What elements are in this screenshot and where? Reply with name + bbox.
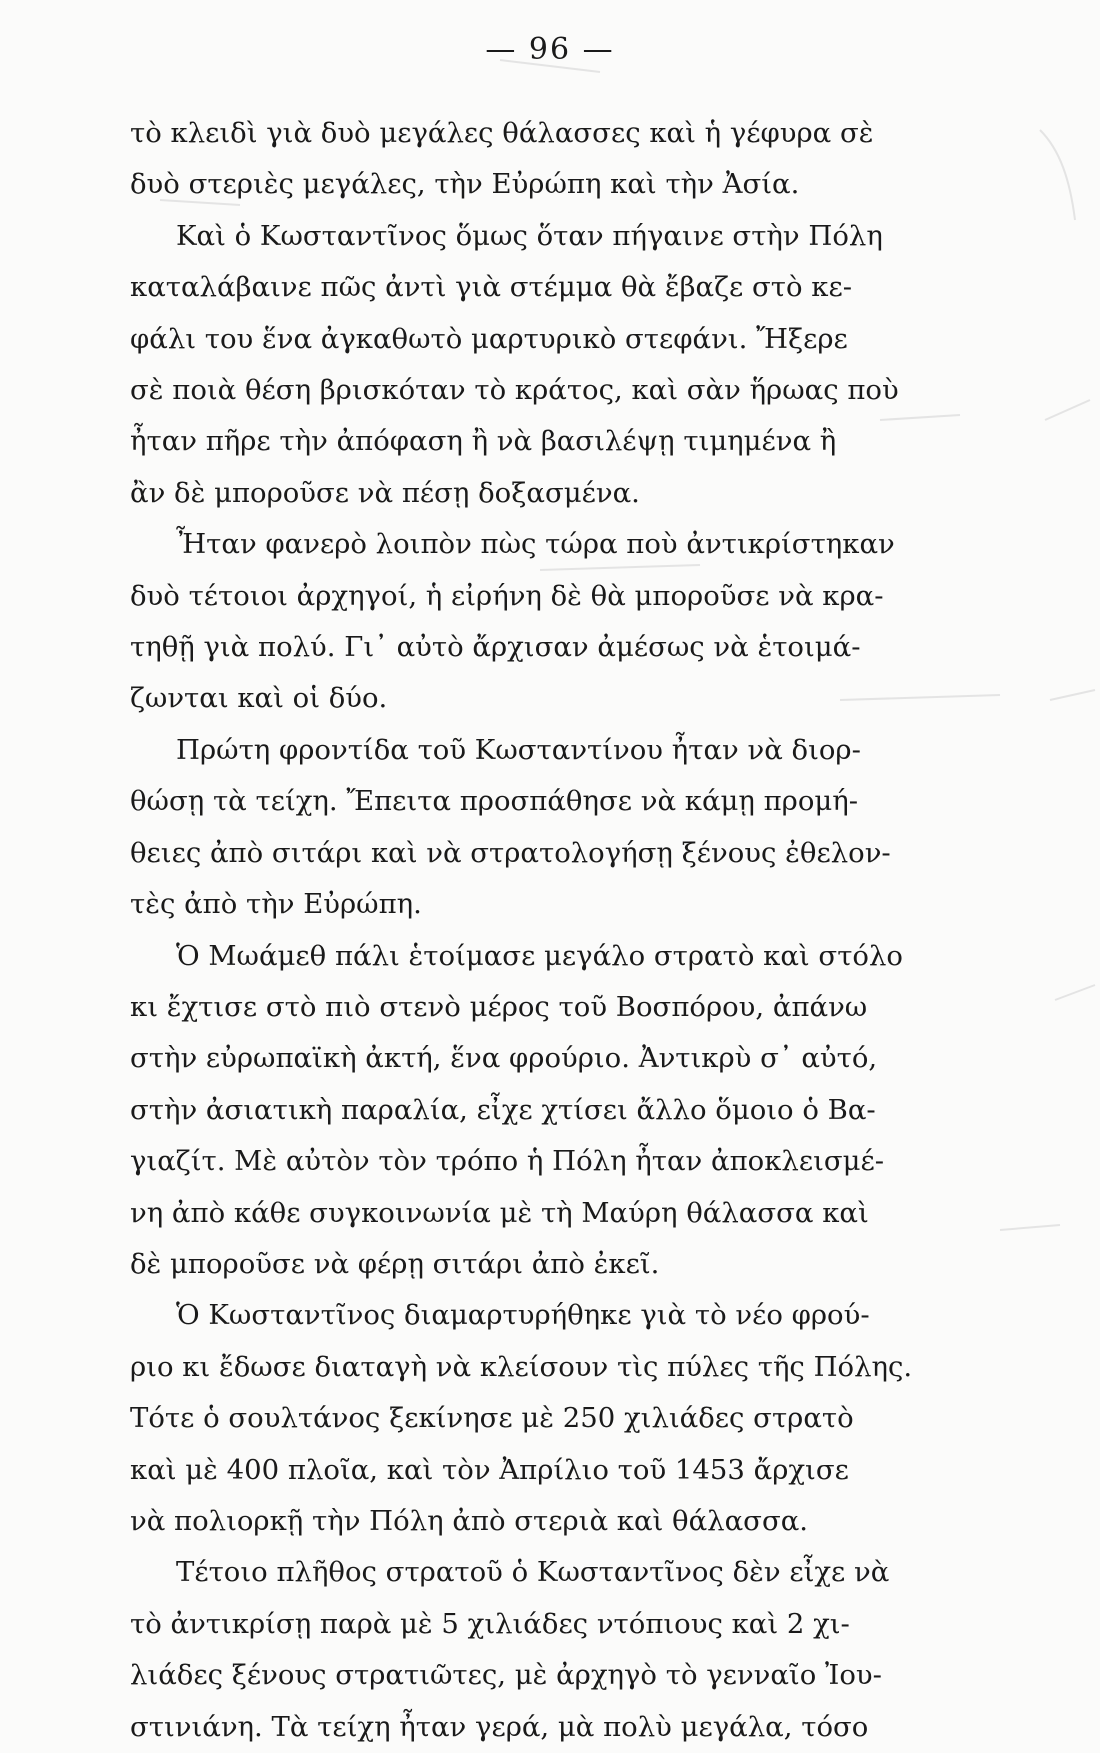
text-line: νὰ πολιορκῇ τὴν Πόλη ἀπὸ στεριὰ καὶ θάλασσα. bbox=[130, 1504, 809, 1537]
text-line: τηθῇ γιὰ πολύ. Γι᾽ αὐτὸ ἄρχισαν ἀμέσως νὰ ἑτοιμά- bbox=[130, 631, 861, 664]
text-line: στὴν εὐρωπαϊκὴ ἀκτή, ἕνα φρούριο. Ἀντικρὺ σ᾽ αὐτό, bbox=[130, 1042, 878, 1075]
page-number: — 96 — bbox=[485, 32, 615, 67]
text-line: Ἦταν φανερὸ λοιπὸν πὼς τώρα ποὺ ἀντικρίστηκαν bbox=[176, 528, 895, 561]
text-line: καὶ μὲ 400 πλοῖα, καὶ τὸν Ἀπρίλιο τοῦ 1453 ἄρχισε bbox=[130, 1453, 849, 1486]
paragraph bbox=[130, 931, 1046, 1291]
body-text bbox=[130, 108, 1046, 1753]
paragraph bbox=[130, 1547, 1046, 1753]
text-line: Ὁ Κωσταντῖνος διαμαρτυρήθηκε γιὰ τὸ νέο φρού- bbox=[176, 1299, 870, 1332]
text-line: στὴν ἀσιατικὴ παραλία, εἶχε χτίσει ἄλλο ὅμοιο ὁ Βα- bbox=[130, 1093, 876, 1126]
text-line: Καὶ ὁ Κωσταντῖνος ὅμως ὅταν πήγαινε στὴν Πόλη bbox=[176, 219, 883, 252]
text-line: Τότε ὁ σουλτάνος ξεκίνησε μὲ 250 χιλιάδες στρατὸ bbox=[130, 1402, 854, 1435]
paragraph bbox=[130, 108, 1046, 211]
text-line: ριο κι ἔδωσε διαταγὴ νὰ κλείσουν τὶς πύλες τῆς Πόλης. bbox=[130, 1350, 913, 1383]
text-line: δυὸ στεριὲς μεγάλες, τὴν Εὐρώπη καὶ τὴν Ἀσία. bbox=[130, 168, 800, 201]
text-line: φάλι του ἕνα ἀγκαθωτὸ μαρτυρικὸ στεφάνι. Ἤξερε bbox=[130, 322, 848, 355]
text-line: δὲ μποροῦσε νὰ φέρῃ σιτάρι ἀπὸ ἐκεῖ. bbox=[130, 1247, 660, 1280]
text-line: ἦταν πῆρε τὴν ἀπόφαση ἢ νὰ βασιλέψῃ τιμημένα ἢ bbox=[130, 425, 837, 458]
text-line: Πρώτη φροντίδα τοῦ Κωσταντίνου ἦταν νὰ διορ- bbox=[176, 733, 861, 766]
text-line: τὸ ἀντικρίσῃ παρὰ μὲ 5 χιλιάδες ντόπιους καὶ 2 χι- bbox=[130, 1607, 850, 1640]
text-line: κι ἔχτισε στὸ πιὸ στενὸ μέρος τοῦ Βοσπόρου, ἀπάνω bbox=[130, 990, 868, 1023]
text-line: καταλάβαινε πῶς ἀντὶ γιὰ στέμμα θὰ ἔβαζε στὸ κε- bbox=[130, 271, 852, 304]
text-line: σὲ ποιὰ θέση βρισκόταν τὸ κράτος, καὶ σὰν ἥρωας ποὺ bbox=[130, 374, 899, 407]
text-line: ἂν δὲ μποροῦσε νὰ πέσῃ δοξασμένα. bbox=[130, 476, 640, 509]
text-line: θειες ἀπὸ σιτάρι καὶ νὰ στρατολογήσῃ ξένους ἐθελον- bbox=[130, 836, 891, 869]
text-line: ζωνται καὶ οἱ δύο. bbox=[130, 682, 388, 715]
text-line: λιάδες ξένους στρατιῶτες, μὲ ἀρχηγὸ τὸ γενναῖο Ἰου- bbox=[130, 1659, 882, 1692]
paragraph bbox=[130, 725, 1046, 931]
text-line: δυὸ τέτοιοι ἀρχηγοί, ἡ εἰρήνη δὲ θὰ μποροῦσε νὰ κρα- bbox=[130, 579, 884, 612]
text-line: Ὁ Μωάμεθ πάλι ἑτοίμασε μεγάλο στρατὸ καὶ στόλο bbox=[176, 939, 903, 972]
text-line: νη ἀπὸ κάθε συγκοινωνία μὲ τὴ Μαύρη θάλασσα καὶ bbox=[130, 1196, 869, 1229]
text-line: στινιάνη. Τὰ τείχη ἦταν γερά, μὰ πολὺ μεγάλα, τόσο bbox=[130, 1710, 869, 1743]
text-line: τὸ κλειδὶ γιὰ δυὸ μεγάλες θάλασσες καὶ ἡ γέφυρα σὲ bbox=[130, 117, 874, 149]
paragraph bbox=[130, 1290, 1046, 1547]
paragraph bbox=[130, 519, 1046, 725]
paragraph bbox=[130, 211, 1046, 519]
text-line: τὲς ἀπὸ τὴν Εὐρώπη. bbox=[130, 888, 422, 921]
text-line: Τέτοιο πλῆθος στρατοῦ ὁ Κωσταντῖνος δὲν εἶχε νὰ bbox=[176, 1556, 890, 1589]
text-line: γιαζίτ. Μὲ αὐτὸν τὸν τρόπο ἡ Πόλη ἦταν ἀποκλεισμέ- bbox=[130, 1145, 885, 1178]
text-line: θώσῃ τὰ τείχη. Ἔπειτα προσπάθησε νὰ κάμῃ προμή- bbox=[130, 785, 859, 818]
